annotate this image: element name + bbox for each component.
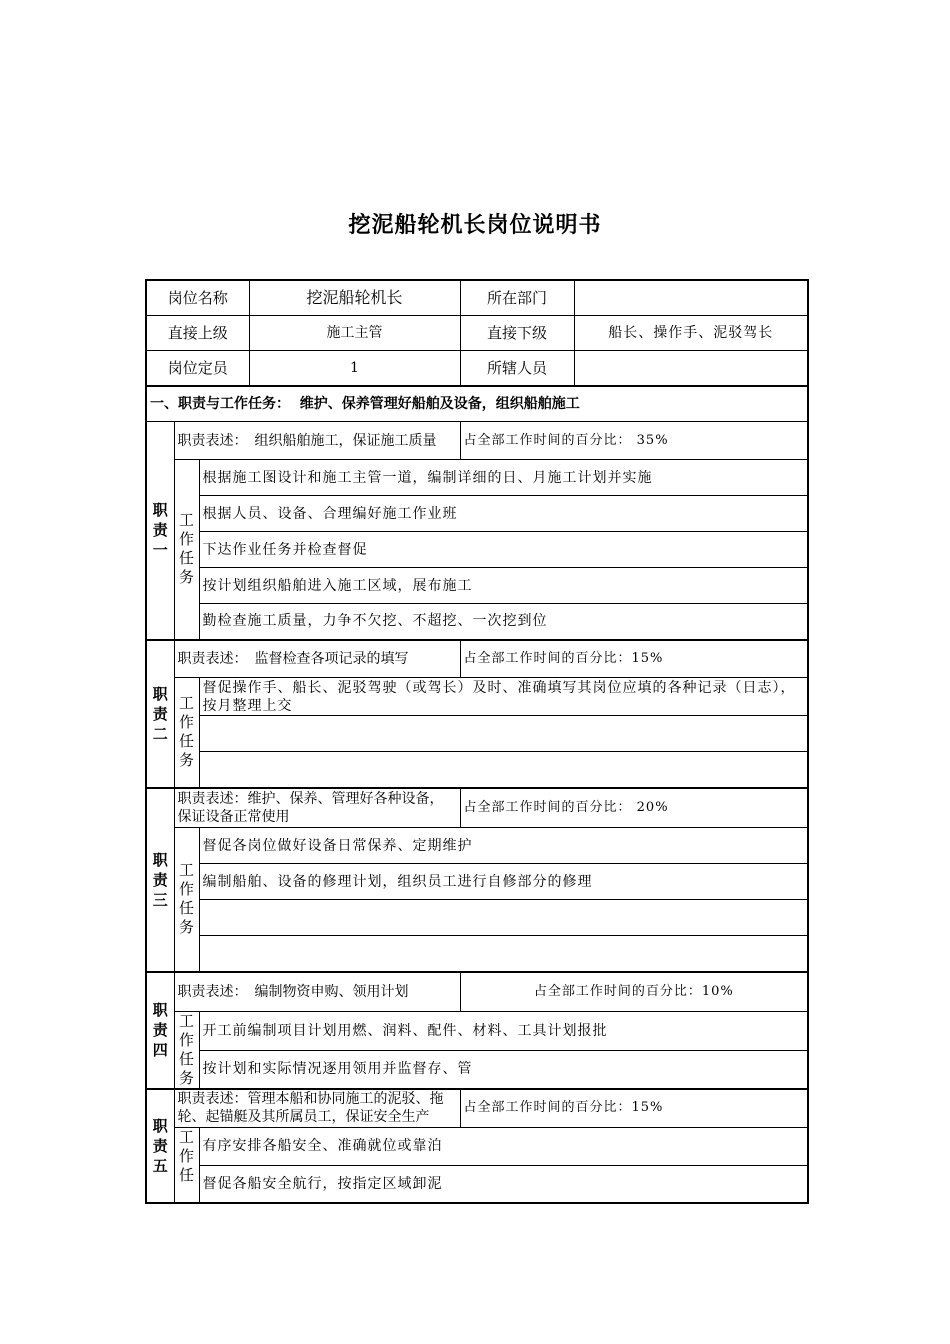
duty-3-task: 编制船舶、设备的修理计划，组织员工进行自修部分的修理 (199, 864, 808, 900)
duty-3-task-label: 工 作 任 务 (174, 828, 199, 972)
duty-3-description: 职责表述：维护、保养、管理好各种设备，保证设备正常使用 (174, 788, 460, 828)
duty-2-task: 督促操作手、船长、泥驳驾驶（或驾长）及时、准确填写其岗位应填的各种记录（日志），按月整理上交 (199, 678, 808, 716)
section-duties-header (146, 386, 808, 422)
duty-3-task (199, 936, 808, 972)
duty-2-label: 职 责 二 (146, 640, 174, 788)
duty-5-description: 职责表述：管理本船和协同施工的泥驳、拖轮、起锚艇及其所属员工，保证安全生产 (174, 1089, 460, 1127)
duty-3-task (199, 900, 808, 936)
duty-1-task: 勤检查施工质量，力争不欠挖、不超挖、一次挖到位 (199, 604, 808, 640)
duty-1-task: 下达作业任务并检查督促 (199, 532, 808, 568)
superior-value: 施工主管 (249, 316, 460, 351)
duty-2-task (199, 752, 808, 788)
duty-4-task: 按计划和实际情况逐用领用并监督存、管 (199, 1050, 808, 1089)
duty-5-task: 督促各船安全航行，按指定区域卸泥 (199, 1165, 808, 1203)
duty-2-task-label: 工 作 任 务 (174, 678, 199, 788)
dept-value (574, 280, 808, 316)
headcount-label: 岗位定员 (146, 351, 249, 387)
dept-label: 所在部门 (460, 280, 574, 316)
job-name-value: 挖泥船轮机长 (249, 280, 460, 316)
duty-4-task-label: 工 作 任 务 (174, 1012, 199, 1090)
duty-2-description: 职责表述： 监督检查各项记录的填写 (174, 640, 460, 678)
duty-4-label: 职 责 四 (146, 972, 174, 1090)
managed-label: 所辖人员 (460, 351, 574, 387)
duty-5-task: 有序安排各船安全、准确就位或靠泊 (199, 1127, 808, 1165)
duty-3-percentage: 占全部工作时间的百分比： 20% (460, 788, 808, 828)
duty-1-description: 职责表述： 组织船舶施工，保证施工质量 (174, 422, 460, 460)
duty-5-percentage: 占全部工作时间的百分比：15% (460, 1089, 808, 1127)
superior-label: 直接上级 (146, 316, 249, 351)
section-label: 一、职责与工作任务： (150, 396, 290, 412)
duty-3-label: 职 责 三 (146, 788, 174, 972)
subordinate-label: 直接下级 (460, 316, 574, 351)
duty-1-label: 职 责 一 (146, 422, 174, 640)
duty-2-task (199, 716, 808, 752)
duty-1-task: 按计划组织船舶进入施工区域，展布施工 (199, 568, 808, 604)
duty-3-task: 督促各岗位做好设备日常保养、定期维护 (199, 828, 808, 864)
duty-2-percentage: 占全部工作时间的百分比：15% (460, 640, 808, 678)
duty-4-task: 开工前编制项目计划用燃、润料、配件、材料、工具计划报批 (199, 1012, 808, 1051)
duty-4-percentage: 占全部工作时间的百分比：10% (460, 972, 808, 1012)
headcount-value: 1 (249, 351, 460, 387)
duty-5-task-label: 工 作 任 (174, 1127, 199, 1203)
duty-1-task: 根据施工图设计和施工主管一道，编制详细的日、月施工计划并实施 (199, 460, 808, 496)
managed-value (574, 351, 808, 387)
duty-5-label: 职 责 五 (146, 1089, 174, 1203)
duty-1-task-label: 工 作 任 务 (174, 460, 199, 640)
duty-1-percentage: 占全部工作时间的百分比： 35% (460, 422, 808, 460)
section-summary: 维护、保养管理好船舶及设备，组织船舶施工 (299, 396, 580, 412)
page-title: 挖泥船轮机长岗位说明书 (348, 213, 602, 238)
duty-4-description: 职责表述： 编制物资申购、领用计划 (174, 972, 460, 1012)
job-description-table (145, 279, 809, 1204)
duty-1-task: 根据人员、设备、合理编好施工作业班 (199, 496, 808, 532)
job-name-label: 岗位名称 (146, 280, 249, 316)
subordinate-value: 船长、操作手、泥驳驾长 (574, 316, 808, 351)
